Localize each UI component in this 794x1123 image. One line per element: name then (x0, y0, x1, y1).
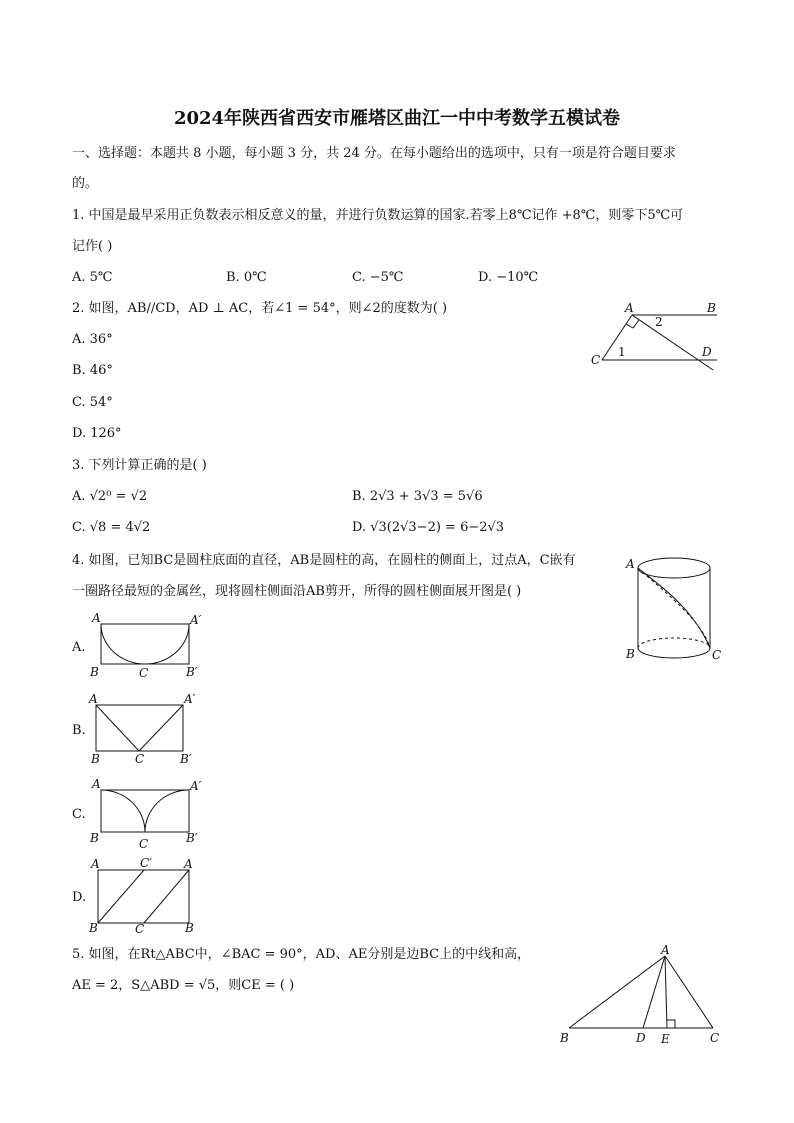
q2-angle-2: 2 (655, 315, 663, 329)
q4-stem-line-2: 一圈路径最短的金属丝，现将圆柱侧面沿AB剪开，所得的圆柱侧面展开图是( ) (72, 584, 522, 599)
q4b-label-c: C (135, 752, 145, 766)
q5-stem-line-1: 5. 如图，在Rt△ABC中，∠BAC = 90°，AD、AE分别是边BC上的中线和高， (72, 947, 531, 962)
q4c-label-bp: B′ (186, 831, 198, 845)
q5-label-a: A (661, 943, 670, 957)
q2-stem: 2. 如图，AB//CD，AD ⊥ AC，若∠1 = 54°，则∠2的度数为( ) (72, 301, 448, 316)
q4d-label-a-right: A (184, 857, 193, 871)
q4-option-d: D. (72, 890, 87, 905)
q4-stem-line-1: 4. 如图，已知BC是圆柱底面的直径，AB是圆柱的高，在圆柱的侧面上，过点A，C嵌有 (72, 553, 576, 568)
q4-option-b: B. (72, 723, 86, 738)
q4b-label-bp: B′ (180, 752, 192, 766)
q2-label-d: D (702, 345, 712, 359)
q2-parallel-lines-figure (585, 298, 725, 378)
q4d-label-a-left: A (91, 857, 100, 871)
q5-label-d: D (636, 1031, 646, 1045)
q4-net-a (88, 610, 208, 680)
q4-cylinder-figure (622, 550, 727, 670)
section-heading-line-1: 一、选择题：本题共 8 小题，每小题 3 分，共 24 分。在每小题给出的选项中，只有一项是符合题目要求 (72, 146, 676, 161)
q1-stem-line-2: 记作( ) (72, 239, 113, 254)
q4b-label-a: A (89, 692, 98, 706)
q2-label-b: B (707, 301, 716, 315)
q5-label-e: E (661, 1032, 670, 1046)
q5-label-c: C (710, 1031, 720, 1045)
q4d-label-cp: C′ (140, 856, 152, 870)
q3-option-c: C. √8 = 4√2 (72, 520, 151, 535)
q4-cyl-label-a: A (626, 557, 635, 571)
q4a-label-ap: A′ (190, 613, 202, 627)
q3-option-a: A. √2⁰ = √2 (72, 489, 148, 504)
section-heading-line-2: 的。 (72, 176, 99, 191)
q4-net-b (88, 692, 208, 766)
q4c-label-c: C (139, 837, 149, 851)
q4b-label-b: B (91, 752, 100, 766)
q4-net-d (88, 855, 208, 935)
q1-option-d: D. −10℃ (478, 270, 539, 285)
q4-option-a: A. (72, 640, 86, 655)
q2-option-a: A. 36° (72, 332, 113, 347)
q4-option-c: C. (72, 807, 86, 822)
q1-option-b: B. 0℃ (226, 270, 267, 285)
q3-option-b: B. 2√3 + 3√3 = 5√6 (352, 489, 483, 504)
q2-option-b: B. 46° (72, 363, 113, 378)
q4a-label-bp: B′ (186, 665, 198, 679)
q1-stem-line-1: 1. 中国是最早采用正负数表示相反意义的量，并进行负数运算的国家.若零上8℃记作 +8℃，则零下5℃可 (72, 208, 684, 223)
q5-triangle-figure (555, 945, 730, 1050)
q5-label-b: B (560, 1031, 569, 1045)
q3-stem: 3. 下列计算正确的是( ) (72, 458, 207, 473)
q4-net-c (88, 776, 208, 850)
q1-option-c: C. −5℃ (352, 270, 404, 285)
q4c-label-a: A (92, 777, 101, 791)
q2-option-c: C. 54° (72, 395, 113, 410)
q4d-label-b-right: B (185, 921, 194, 935)
q3-option-d: D. √3(2√3−2) = 6−2√3 (352, 520, 505, 535)
q4-cyl-label-c: C (712, 648, 722, 662)
q4-cyl-label-b: B (626, 647, 635, 661)
page-title: 2024年陕西省西安市雁塔区曲江一中中考数学五模试卷 (173, 108, 621, 129)
q4c-label-b: B (90, 831, 99, 845)
q4a-label-c: C (139, 666, 149, 680)
q4a-label-b: B (90, 665, 99, 679)
q4b-label-ap: A′ (184, 692, 196, 706)
q4d-label-c: C (135, 922, 145, 936)
q5-stem-line-2: AE = 2，S△ABD = √5，则CE = ( ) (72, 978, 295, 993)
q4c-label-ap: A′ (190, 779, 202, 793)
q1-option-a: A. 5℃ (72, 270, 113, 285)
q2-option-d: D. 126° (72, 426, 122, 441)
q2-label-a: A (625, 301, 634, 315)
q2-angle-1: 1 (618, 345, 626, 359)
q4a-label-a: A (92, 611, 101, 625)
q4d-label-b-left: B (89, 921, 98, 935)
q2-label-c: C (591, 353, 601, 367)
